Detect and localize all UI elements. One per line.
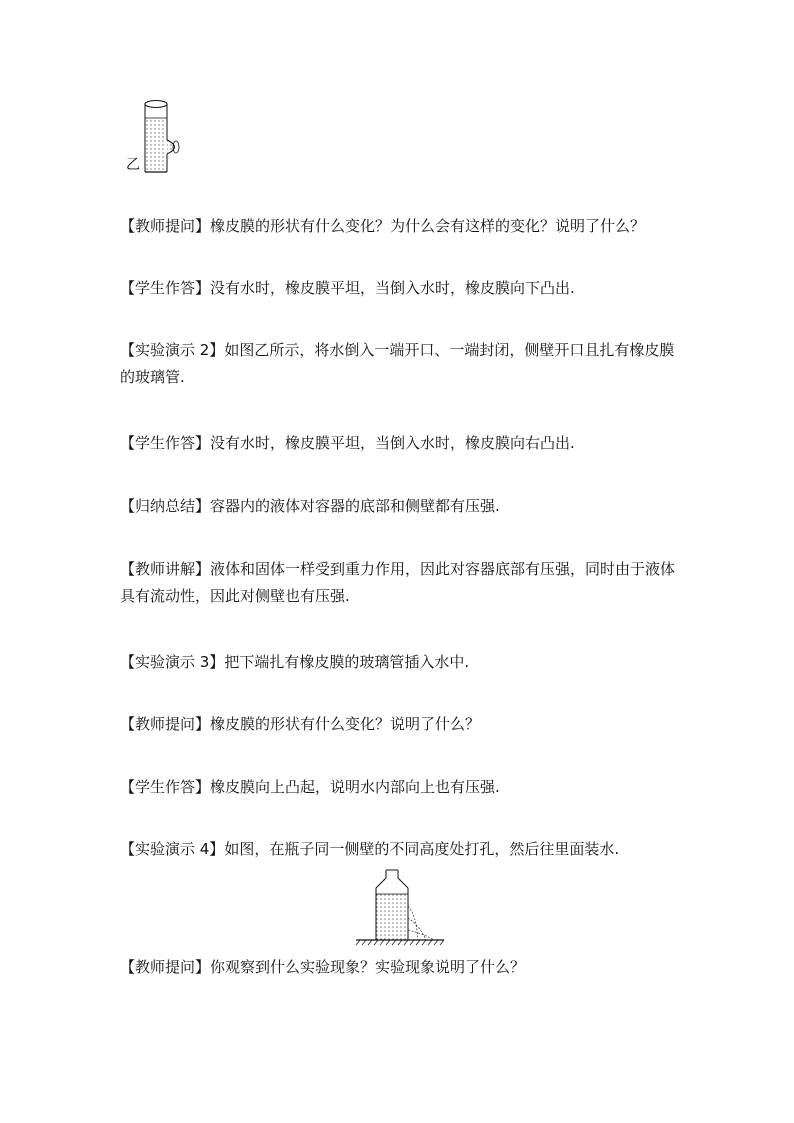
- figure-bottle-diagram: [352, 866, 448, 946]
- bottle-with-holes-illustration: [352, 866, 448, 946]
- paragraph-student-answer-1: 【学生作答】没有水时，橡皮膜平坦，当倒入水时，橡皮膜向下凸出.: [120, 279, 575, 297]
- paragraph-teacher-explanation: 【教师讲解】液体和固体一样受到重力作用，因此对容器底部有压强，同时由于液体具有流动性，因此对侧壁也有压强.: [120, 560, 676, 605]
- paragraph-student-answer-2: 【学生作答】没有水时，橡皮膜平坦，当倒入水时，橡皮膜向右凸出.: [120, 434, 575, 452]
- paragraph-teacher-question-1: 【教师提问】橡皮膜的形状有什么变化？为什么会有这样的变化？说明了什么？: [120, 217, 646, 235]
- paragraph-student-answer-3: 【学生作答】橡皮膜向上凸起，说明水内部向上也有压强.: [120, 778, 500, 796]
- paragraph-experiment-demo-2: 【实验演示 2】如图乙所示，将水倒入一端开口、一端封闭，侧壁开口且扎有橡皮膜的玻璃管.: [120, 341, 675, 386]
- paragraph-teacher-question-3: 【教师提问】你观察到什么实验现象？实验现象说明了什么？: [120, 958, 526, 976]
- figure-yi-tube-diagram: [118, 96, 198, 180]
- paragraph-experiment-demo-3: 【实验演示 3】把下端扎有橡皮膜的玻璃管插入水中.: [120, 653, 470, 671]
- figure-yi-label: 乙: [126, 157, 140, 173]
- paragraph-experiment-demo-4: 【实验演示 4】如图，在瓶子同一侧壁的不同高度处打孔，然后往里面装水.: [120, 840, 620, 858]
- paragraph-teacher-question-2: 【教师提问】橡皮膜的形状有什么变化？说明了什么？: [120, 715, 481, 733]
- paragraph-summary: 【归纳总结】容器内的液体对容器的底部和侧壁都有压强.: [120, 497, 500, 515]
